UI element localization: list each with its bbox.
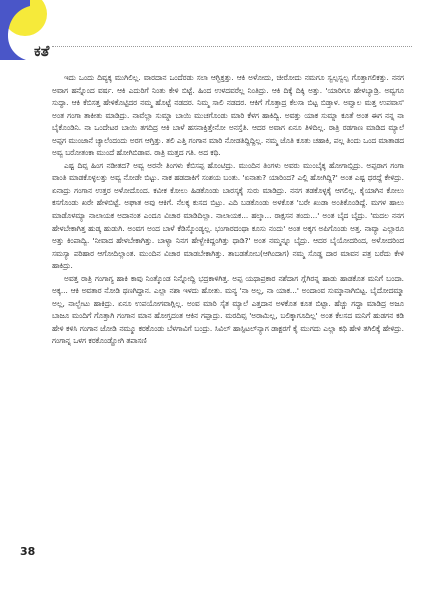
paragraph: ಇದು ಒಂದು ದಿವ್ಯಕ್ಕ ಮುಗಿಲಿಲ್ಲ. ವಾರದಾನ ಒಂದೆರಡು ಸಲಾ ಆಗ್ಬಿಕ್ತತ್ತು. ಆಕಿ ಅಳೋದು, ಚೀರೋದು ನಮಗೂ ಸ್ವಲ್ಪಸ್ವಲ್ಪ ಗೊತ್ತಾಗಲಿಕತ್ತು. ನನಗ ಅವಾಗ ಹನ್ನೊಂದ ವರ್ಷ. ಆಕಿ ಎದುರಿಗೆ ನಿಂತು ಕೇಳಿ ಬಿಟ್ಟೆ. ಹಿಂದ ಉಳದವರೆಲ್ಲ ನಿಂತಿದ್ರು. ಆಕಿ ದಿಕ್ಕೆ ದಿಕ್ಕಿ ಅತ್ತು. 'ಯಾರಿಗೂ ಹೇಳಬ್ಯಾಡ್ರಿ. ಅವ್ವಗೂ ಸುದ್ಧಾ. ಆಕಿ ಕೆಬಿಸತ್ತ ಹೇಳಿಕೊಟ್ಟಿದರ ನಮ್ಮ ಹೊಟ್ಟೆ ನಡದರ. ನಿಮ್ಮ ಸಾಲಿ ನಡದರ. ಆಕಿಗೆ ಗೊತ್ತಾದ್ರ ಕೆಲಸಾ ಬಿಟ್ಟ ಬಿಡ್ತಾಳ. ಅವ್ವಾಲ ಮತ್ತ ಉಪವಾಸ' ಅಂತ ಗಂಗಾ ತಾಕೀತು ಮಾಡಿದ್ರು. ನಾವೆಲ್ಲಾ ಸುಮ್ನಾ ಬಾಯಿ ಮುಚಗೊಂಡು ಮಾರಿ ಕೆಳಗ ಹಾಕಿದ್ವಿ. ಅವತ್ತು ಯಾಕ ಸುಮ್ನಾ ಕೂತೆ ಅಂತ ಈಗ ನನ್ನ ನಾ ಬೈಕೊಂಡಿನಿ. ನಾ ಒಂದೇಟರ ಬಾಯಿ ತಗದಿದ್ರ ಆಕಿ ಬಾಳೆ ಹಸನಾಕ್ತಿತ್ತೇನೋ ಅನಸ್ತೆತಿ. ಆದರ ಅವಾಗ ಏನೂ ತಿಳಿದಿಲ್ಲ. ರಾತ್ರಿ ರಡಗಾಣ ಮಾಡಿದ ಮ್ಯಾಲೆ ಅಪ್ಪಗ ಮುಂಜಾನೆ ಚ್ಯಾಲೆಂದಂದು ಅರಗ ಆಗ್ತಿತ್ತು. ತಲಿ ಎತ್ತಿ ಗಂಗಾನ ಮಾರಿ ನೋಡತಿದ್ದಿದ್ದಿಲ್ಲ. ನಮ್ಮ ಜೊತಿ ಕೂತು ಚಹಾಕಿ, ಪಲ್ಲ ತಿಂದು ಒಂದ ಮಾತಾಡದ ಅವ್ವ ಬರೋತಂಕಾ ಮುಂದೆ ಹೋಗಿಬಿಡಾವ. ರಾತ್ರಿ ಮತ್ತದ ಗತಿ. ಅದ ಕಥಿ. <box>52 73 404 158</box>
paragraph: ಅವತ್ತ ರಾತ್ರಿ ಗಂಗಾಗ್ಯ ಹಾಕಿ ಕಾವು ನಿಂತ್ಕೊಂಡ ನಿನ್ನೋದ್ದಿ ಭದ್ರಕಾಳಿಗಿತ್ತ. ಅಪ್ಪ ಯಥಾಪ್ರಕಾರ ನಶೆದಾಗ ಗ್ಲೆಗಿರನ್ನ ಹಾಡು ಹಾಡಕೊತ ಮನಿಗೆ ಬಂದಾ. ಅಕ್ಕ... ಆಕಿ ಅವತಾರ ನೋಡಿ ಥಣಗಿದ್ದಾನ. ಎಲ್ಲಾ ನಶಾ ಇಳದು ಹೋತು. ಮನ್ಯ 'ನಾ ಅಲ್ಲ, ನಾ ಯಾಕ...' ಅಂದಾಂವ ಸುಮ್ಕಾನಾಗಿಬಿಟ್ಟ. ಬೈದೋದಮ್ಮಾ ಅಲ್ಲ, ನಾಲ್ಬೇಟು ಹಾಕಿದ್ರು. ಏನೂ ಉಪಯೋಗವಾಗ್ಲಿಲ್ಲ. ಅಂವ ಮಾರಿ ಸೈತ ಮ್ಯಾಲೆ ಎತ್ತದಾನ ಅಳಕೊತ ಕೂತ ಬಿಟ್ಟಾ. ಹೆಚ್ಚು ಗದ್ದಾ ಮಾಡಿದ್ರ ಅಜೂ ಬಾಜೂ ಮಂದಿಗೆ ಗೊತ್ತಾಗಿ ಗಂಗಾನ ಮಾನ ಹೋಗ್ತದಂತ ಆಕಿನ ಗಪ್ಪಾದ್ರು. ಮರದಿವ್ಸ 'ಅರಾಮಿಲ್ಲ, ಬಲಿಕ್ಕಾಗೂದಿಲ್ಲ' ಅಂತ ಕೆಲಸದ ಮನಿಗೆ ಹುಡಗನ ಕಡಿ ಹೇಳಿ ಕಳಿಸಿ ಗಂಗಾನ ಜೋಡಿ ನಮ್ಮೂ ಕರಕೊಂಡು ಬೆಳಗಾವಿಗೆ ಬಂದ್ರು. ಸಿವಿಲ್ ಹಾಸ್ಪಿಟಲ್‌ನ್ಯಾಗ ಡಾಕ್ಟರಗೆ ಕೈ ಮುಗದು ಎಲ್ಲಾ ಕಥಿ ಹೇಳಿ ತಗಿಲಿಕ್ಕೆ ಹೇಳಿದ್ರು. ಗಂಗಾನ್ನ ಒಳಗ ಕರಕೊಂಡ್ಹೋಗಿ ತಪಾಸಣಿ <box>52 273 404 346</box>
paragraph: ಎಷ್ಟ ದಿವ್ಸ ಹಿಂಗ ನಡೀತದ? ಅವ್ವ ಅರನೇ ತಿಂಗಳು ಕೆಬಿಸಪ್ಪ ಹೊಂಟಿದ್ರು. ಮುಂದಿನ ತಿಂಗಳು ಅವರು ಮುಂಬೈಕ್ಕ ಹೋಗಾಬ್ಸಿದ್ರು. ಅಪ್ಪರಾಗ ಗಂಗಾ ವಾಂತಿ ಮಾಡಕೊಳ್ಳಲತ್ತು ಅವ್ವ ನೋಡೇ ಬಿಟ್ಟು. ನಾಕ ಹಡದಾಕಿಗೆ ಸಂಶಯ ಬಂತು. 'ಏನಾತು? ಯಾರಿಂದ? ಎಲ್ಲಿ ಹೋಗಿದ್ದಿ?' ಅಂತ ಎಷ್ಟ ಧರದ್ದೆ ಕೇಳಿದ್ರು. ಏನಾದ್ರು ಗಂಗಾನ ಉತ್ತರ ಅಳೋದೊಂದ. ಕವೀಕ ಕೋಲು ಹಿಡಕೊಂಡು ಬಾರಸ್ಕಕೈ ಸುರು ಮಾಡಿದ್ರು. ನನಗ ತಡಕೊಳ್ಳಕೈ ಆಗಲಿಲ್ಲ. ಕೈಯಾಗಿನ ಕೋಲು ಕಸಗೊಂಡು ಖರೇ ಹೇಳಿಬಿಟ್ಟೆ. ಅಘಾತ ಅವು ಆಕಿಗೆ. ನೆಲಕ್ಕ ಕುಸದ ಬಿಟ್ರು. ಎದಿ ಬಡಕೊಂಡು ಅಳಕೊತ 'ಬರೇ ಖುಡಾ ಅಂತಿಕೊಂಡಿದ್ದೆ. ಮಗಳ ಹಾಲು ಮಾಡೊಳಮ್ಯಾ ನಾಲಾಯಕ ಅದಾನಂತ ಎಂದೂ ವಿಚಾರ ಮಾಡಿದಿಲ್ಲಾ. ನಾಲಾಯಕ... ಹಲ್ಕಾ... ರಾಕ್ಷಸನ ತಂದು...' ಅಂತ ಬೈದ ಬೈದ್ರು. 'ಮದಲ ನನಗ ಹೇಳಬೇಕಾಗಿತ್ತ ಹುಡ್ಕ ಹುಡುಗಿ. ಅಂವಗ ಅಂದ ಬಾಳೆ ಕೆಡಿಸ್ಕೊಂಡ್ಯಲ್ಲ. ಭಂಗಾರದಂಥಾ ಕೂಸು ನಂದು' ಅಂತ ಅಕ್ಕಗ ಅಪಿಗೊಂಡು ಅತ್ತ. ನಾವ್ಯಾ ಎಲ್ಲಾರೂ ಅತ್ತು ಕಿಂಪಾದ್ವಿ. 'ನೀವಾದ ಹೇಳಬೇಕಾಗಿತ್ತು. ಬಾಳ್ಯಾ ನಿನಗ ಹೇಳ್ಬೇಕಿದ್ದಂಗಿತ್ತು ಧಾಡಿ?' ಅಂತ ನಮ್ಮನ್ನೂ ಬೈದ್ರು. ಆದರ ಬೈಯೋದರಿಂದ, ಅಳೋದರಿಂದ ಸಮಸ್ಯಾ ಪರಿಹಾರ ಆಗೋದಿಲ್ಲಾಂತ. ಮುಂದಿನ ವಿಚಾರ ಮಾಡಬೇಕಾಗಿತ್ತು. ತಾಬಡತೋಬ(ಆಗಿಂದಾಗ) ನಮ್ಮ ಸೊಡ್ಡ ದಾರ ಮಾವನ ಪತ್ರ ಬರೆದು ಕೇಳಿ ಹಾಕಿದ್ರು. <box>52 160 404 271</box>
section-label: ಕತೆ <box>34 42 50 60</box>
page-number: 38 <box>20 545 36 558</box>
story-body <box>52 72 404 348</box>
header-dotted-rule <box>52 46 412 47</box>
